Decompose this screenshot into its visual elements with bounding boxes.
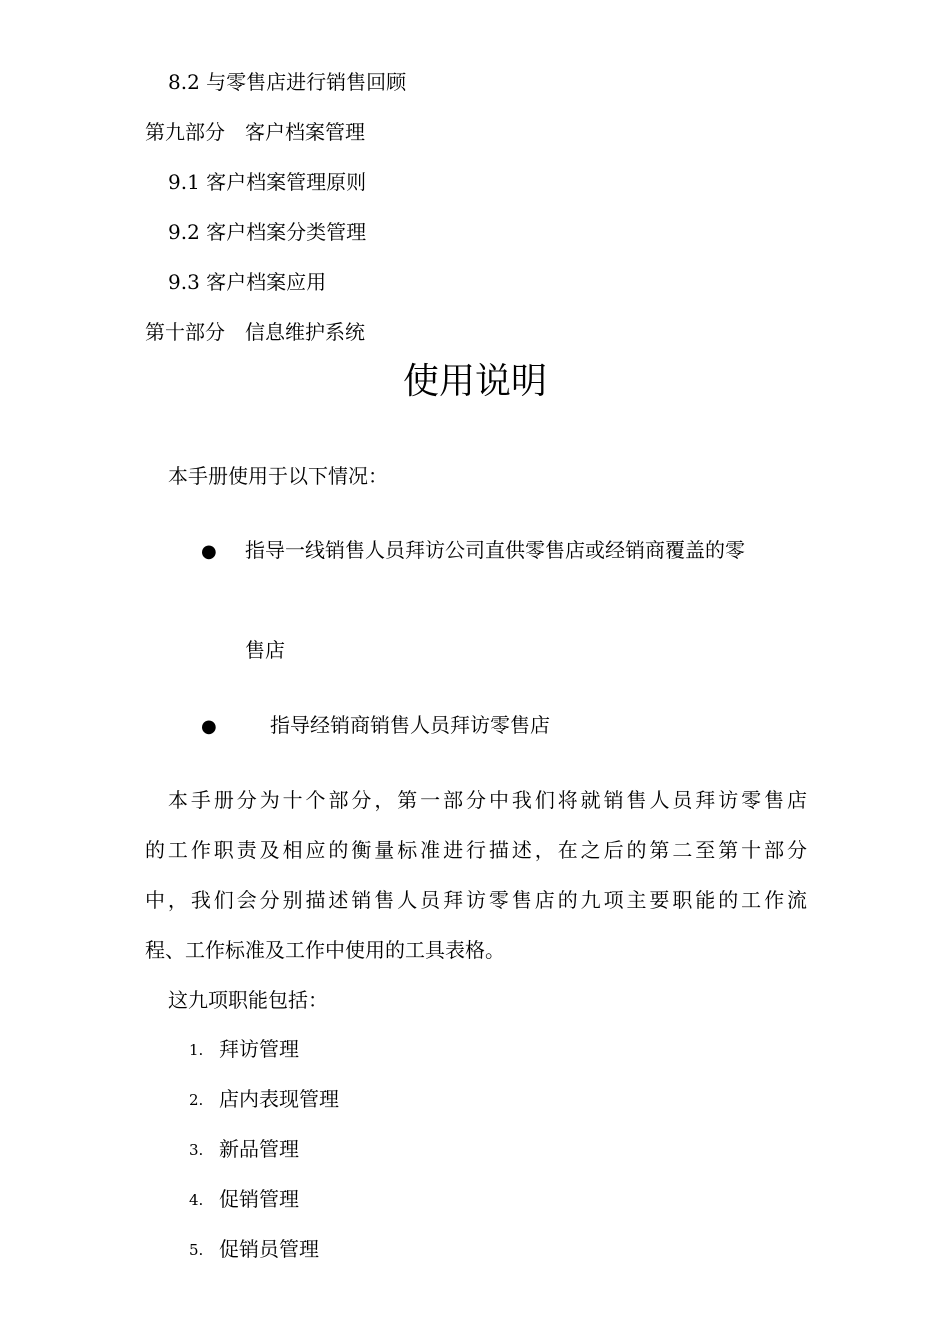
paragraph-line-3: 中，我们会分别描述销售人员拜访零售店的九项主要职能的工作流 [145,888,807,912]
toc-item-9-3: 9.3 客户档案应用 [168,270,327,294]
toc-item-9-2: 9.2 客户档案分类管理 [168,220,367,244]
list-item: 拜访管理 [219,1037,299,1061]
list-item-number: 3. [189,1141,204,1159]
list-item-number: 5. [189,1241,204,1259]
paragraph-line-2: 的工作职责及相应的衡量标准进行描述，在之后的第二至第十部分 [145,838,807,862]
functions-intro: 这九项职能包括： [168,988,328,1012]
intro-text: 本手册使用于以下情况： [168,464,388,488]
list-item: 店内表现管理 [219,1087,339,1111]
toc-part-10: 第十部分 信息维护系统 [145,320,365,344]
list-item-number: 1. [189,1041,204,1059]
toc-part-9: 第九部分 客户档案管理 [145,120,365,144]
toc-item-8-2: 8.2 与零售店进行销售回顾 [168,70,407,94]
toc-item-9-1: 9.1 客户档案管理原则 [168,170,367,194]
bullet-icon: ● [201,716,217,737]
list-item-number: 4. [189,1191,204,1209]
list-item-number: 2. [189,1091,204,1109]
bullet-1-line-2: 售店 [245,638,285,662]
paragraph-line-1: 本手册分为十个部分，第一部分中我们将就销售人员拜访零售店 [168,788,807,812]
section-title: 使用说明 [402,361,547,402]
bullet-icon: ● [201,541,217,562]
list-item: 新品管理 [219,1137,299,1161]
bullet-2-line-1: 指导经销商销售人员拜访零售店 [270,713,550,737]
list-item: 促销管理 [219,1187,299,1211]
paragraph-line-4: 程、工作标准及工作中使用的工具表格。 [145,938,505,962]
bullet-1-line-1: 指导一线销售人员拜访公司直供零售店或经销商覆盖的零 [245,538,745,562]
list-item: 促销员管理 [219,1237,319,1261]
